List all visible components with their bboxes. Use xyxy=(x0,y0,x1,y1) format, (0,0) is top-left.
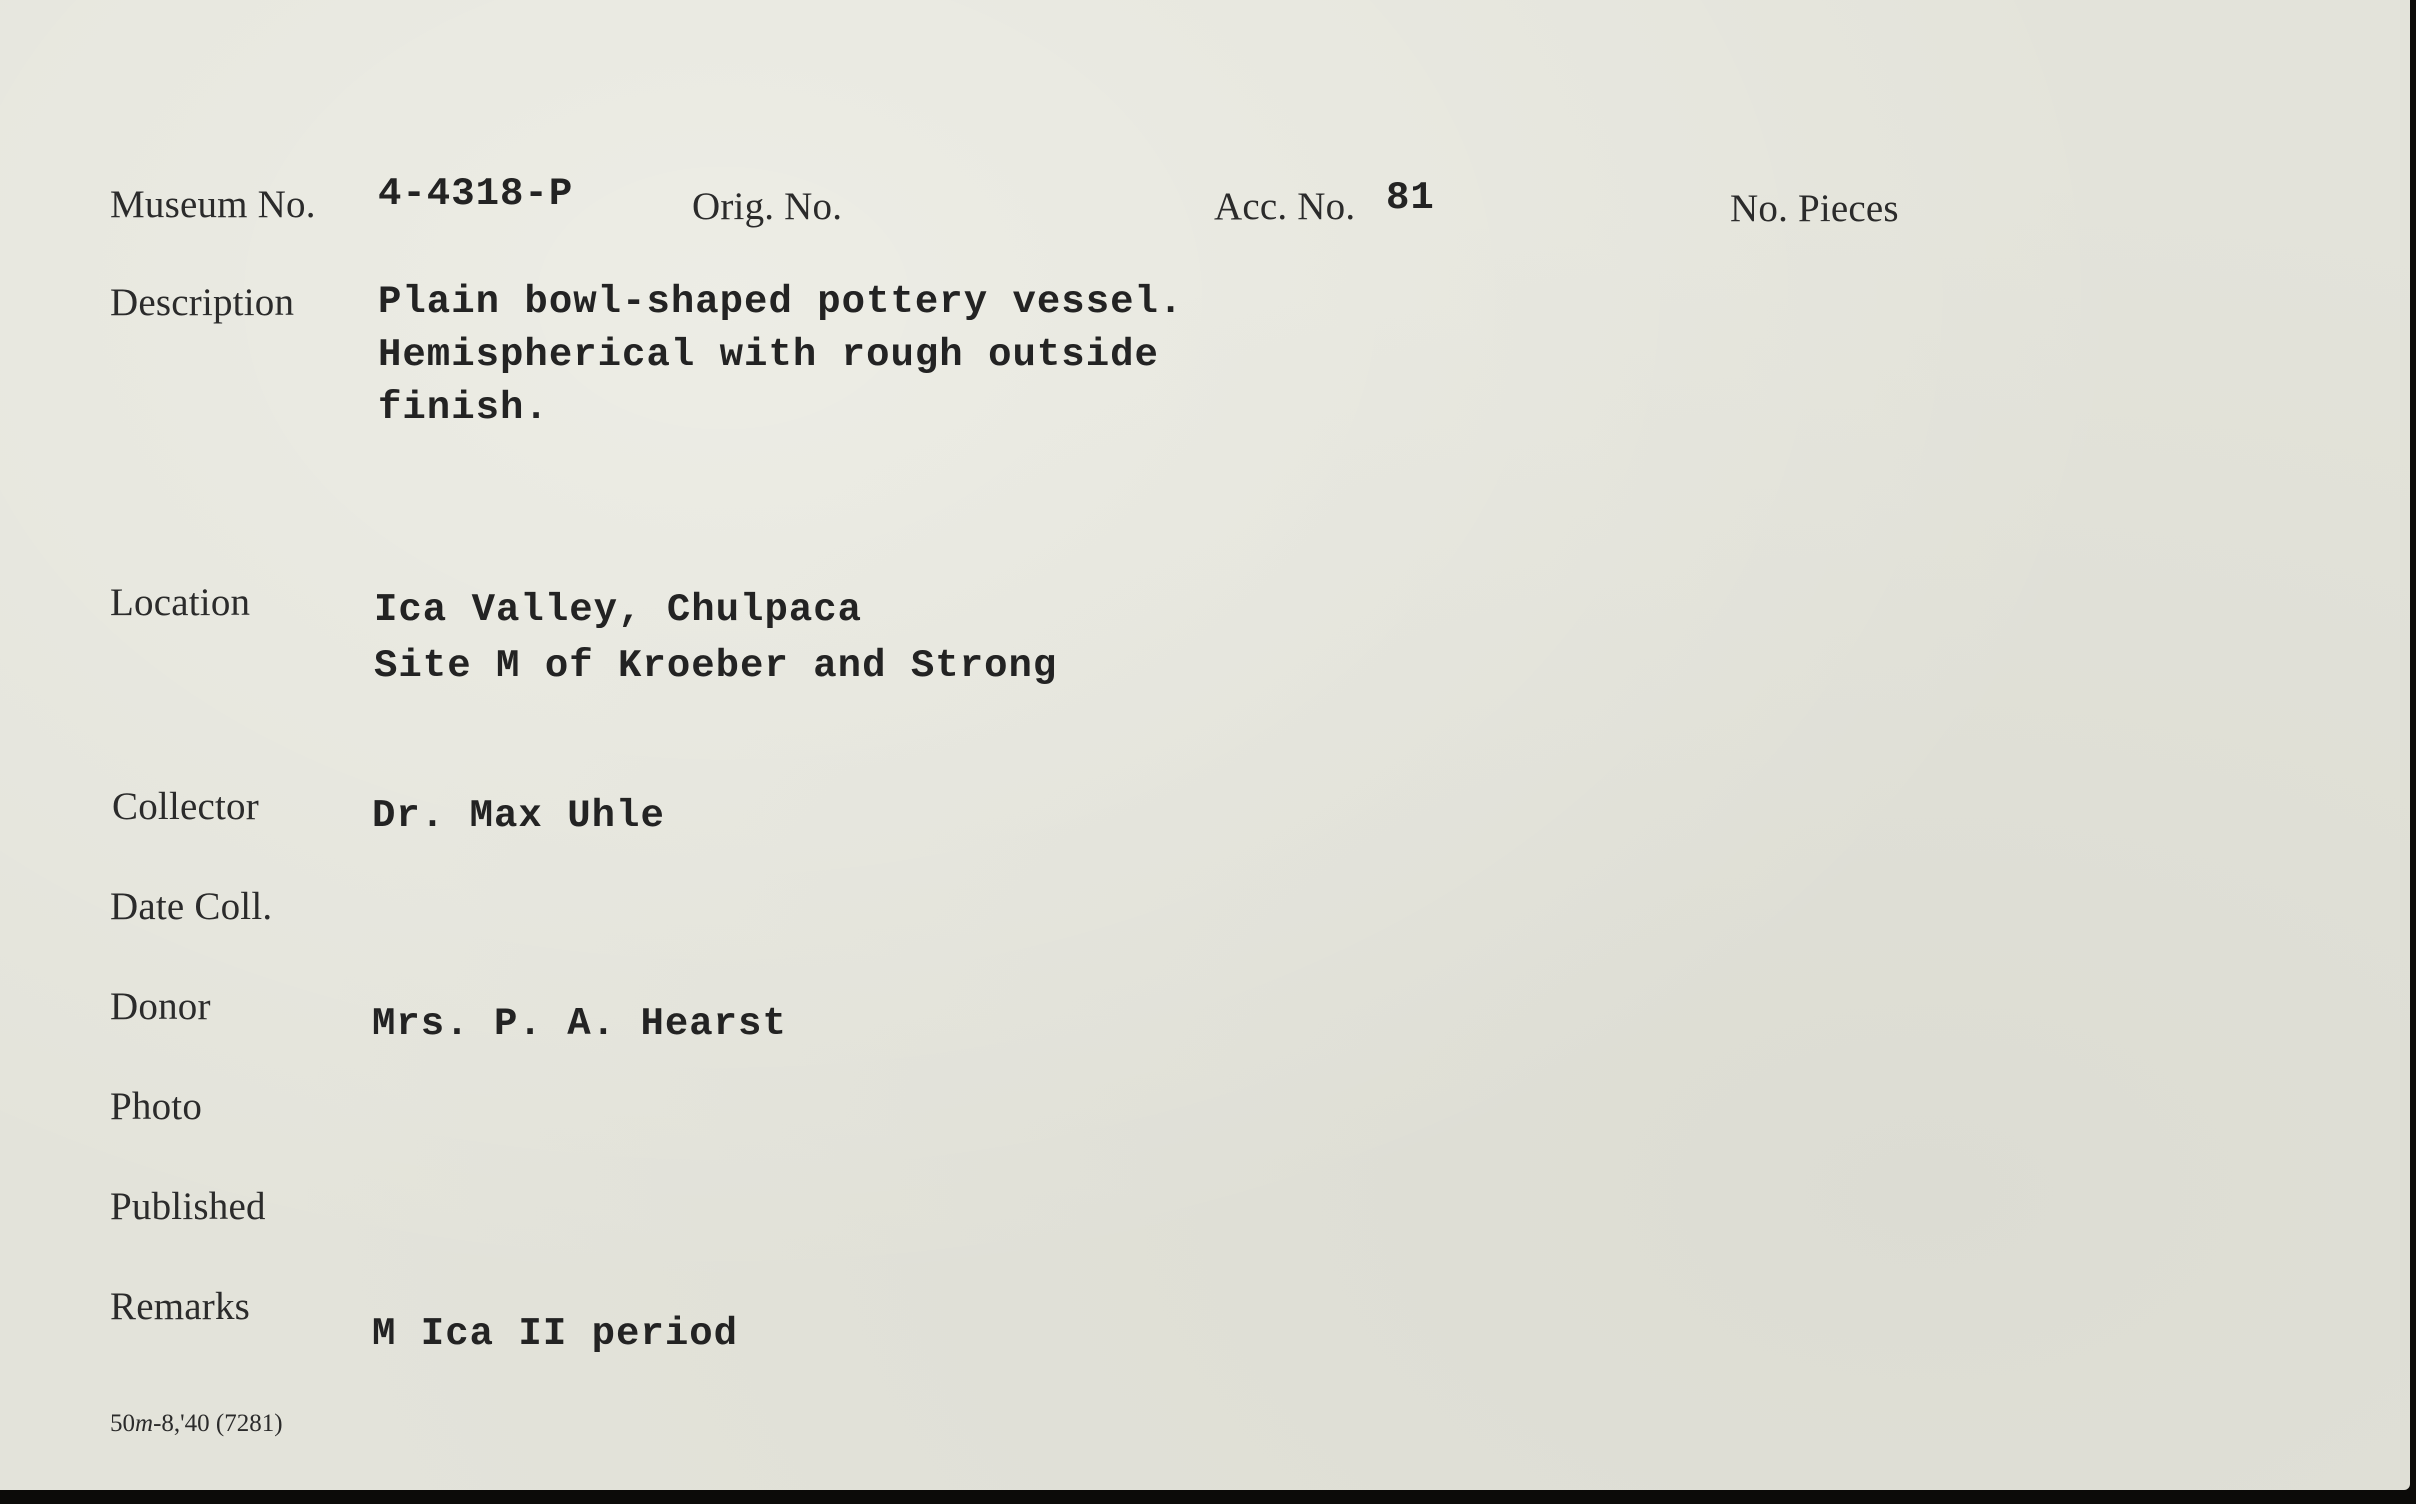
collector-value: Dr. Max Uhle xyxy=(372,794,665,838)
location-line: Ica Valley, Chulpaca xyxy=(374,588,863,632)
museum-no-value: 4-4318-P xyxy=(378,172,574,216)
description-label: Description xyxy=(110,281,295,324)
description-line: finish. xyxy=(378,386,549,430)
no-pieces-label: No. Pieces xyxy=(1730,187,1899,230)
location-label: Location xyxy=(110,581,251,624)
published-label: Published xyxy=(110,1185,266,1228)
remarks-label: Remarks xyxy=(110,1285,251,1328)
donor-value: Mrs. P. A. Hearst xyxy=(372,1002,787,1046)
remarks-value: M Ica II period xyxy=(372,1312,739,1356)
museum-no-label: Museum No. xyxy=(110,183,316,226)
description-line: Hemispherical with rough outside xyxy=(378,333,1159,377)
donor-label: Donor xyxy=(110,985,211,1028)
orig-no-label: Orig. No. xyxy=(692,185,843,228)
acc-no-label: Acc. No. xyxy=(1214,185,1356,228)
date-coll-label: Date Coll. xyxy=(110,885,273,928)
description-line: Plain bowl-shaped pottery vessel. xyxy=(378,280,1184,324)
location-text xyxy=(374,582,1057,694)
collector-label: Collector xyxy=(112,785,259,828)
photo-label: Photo xyxy=(110,1085,203,1128)
location-line: Site M of Kroeber and Strong xyxy=(374,644,1058,688)
form-code: 50m-8,'40 (7281) xyxy=(110,1410,283,1437)
acc-no-value: 81 xyxy=(1386,176,1435,220)
description-text xyxy=(378,276,1183,435)
